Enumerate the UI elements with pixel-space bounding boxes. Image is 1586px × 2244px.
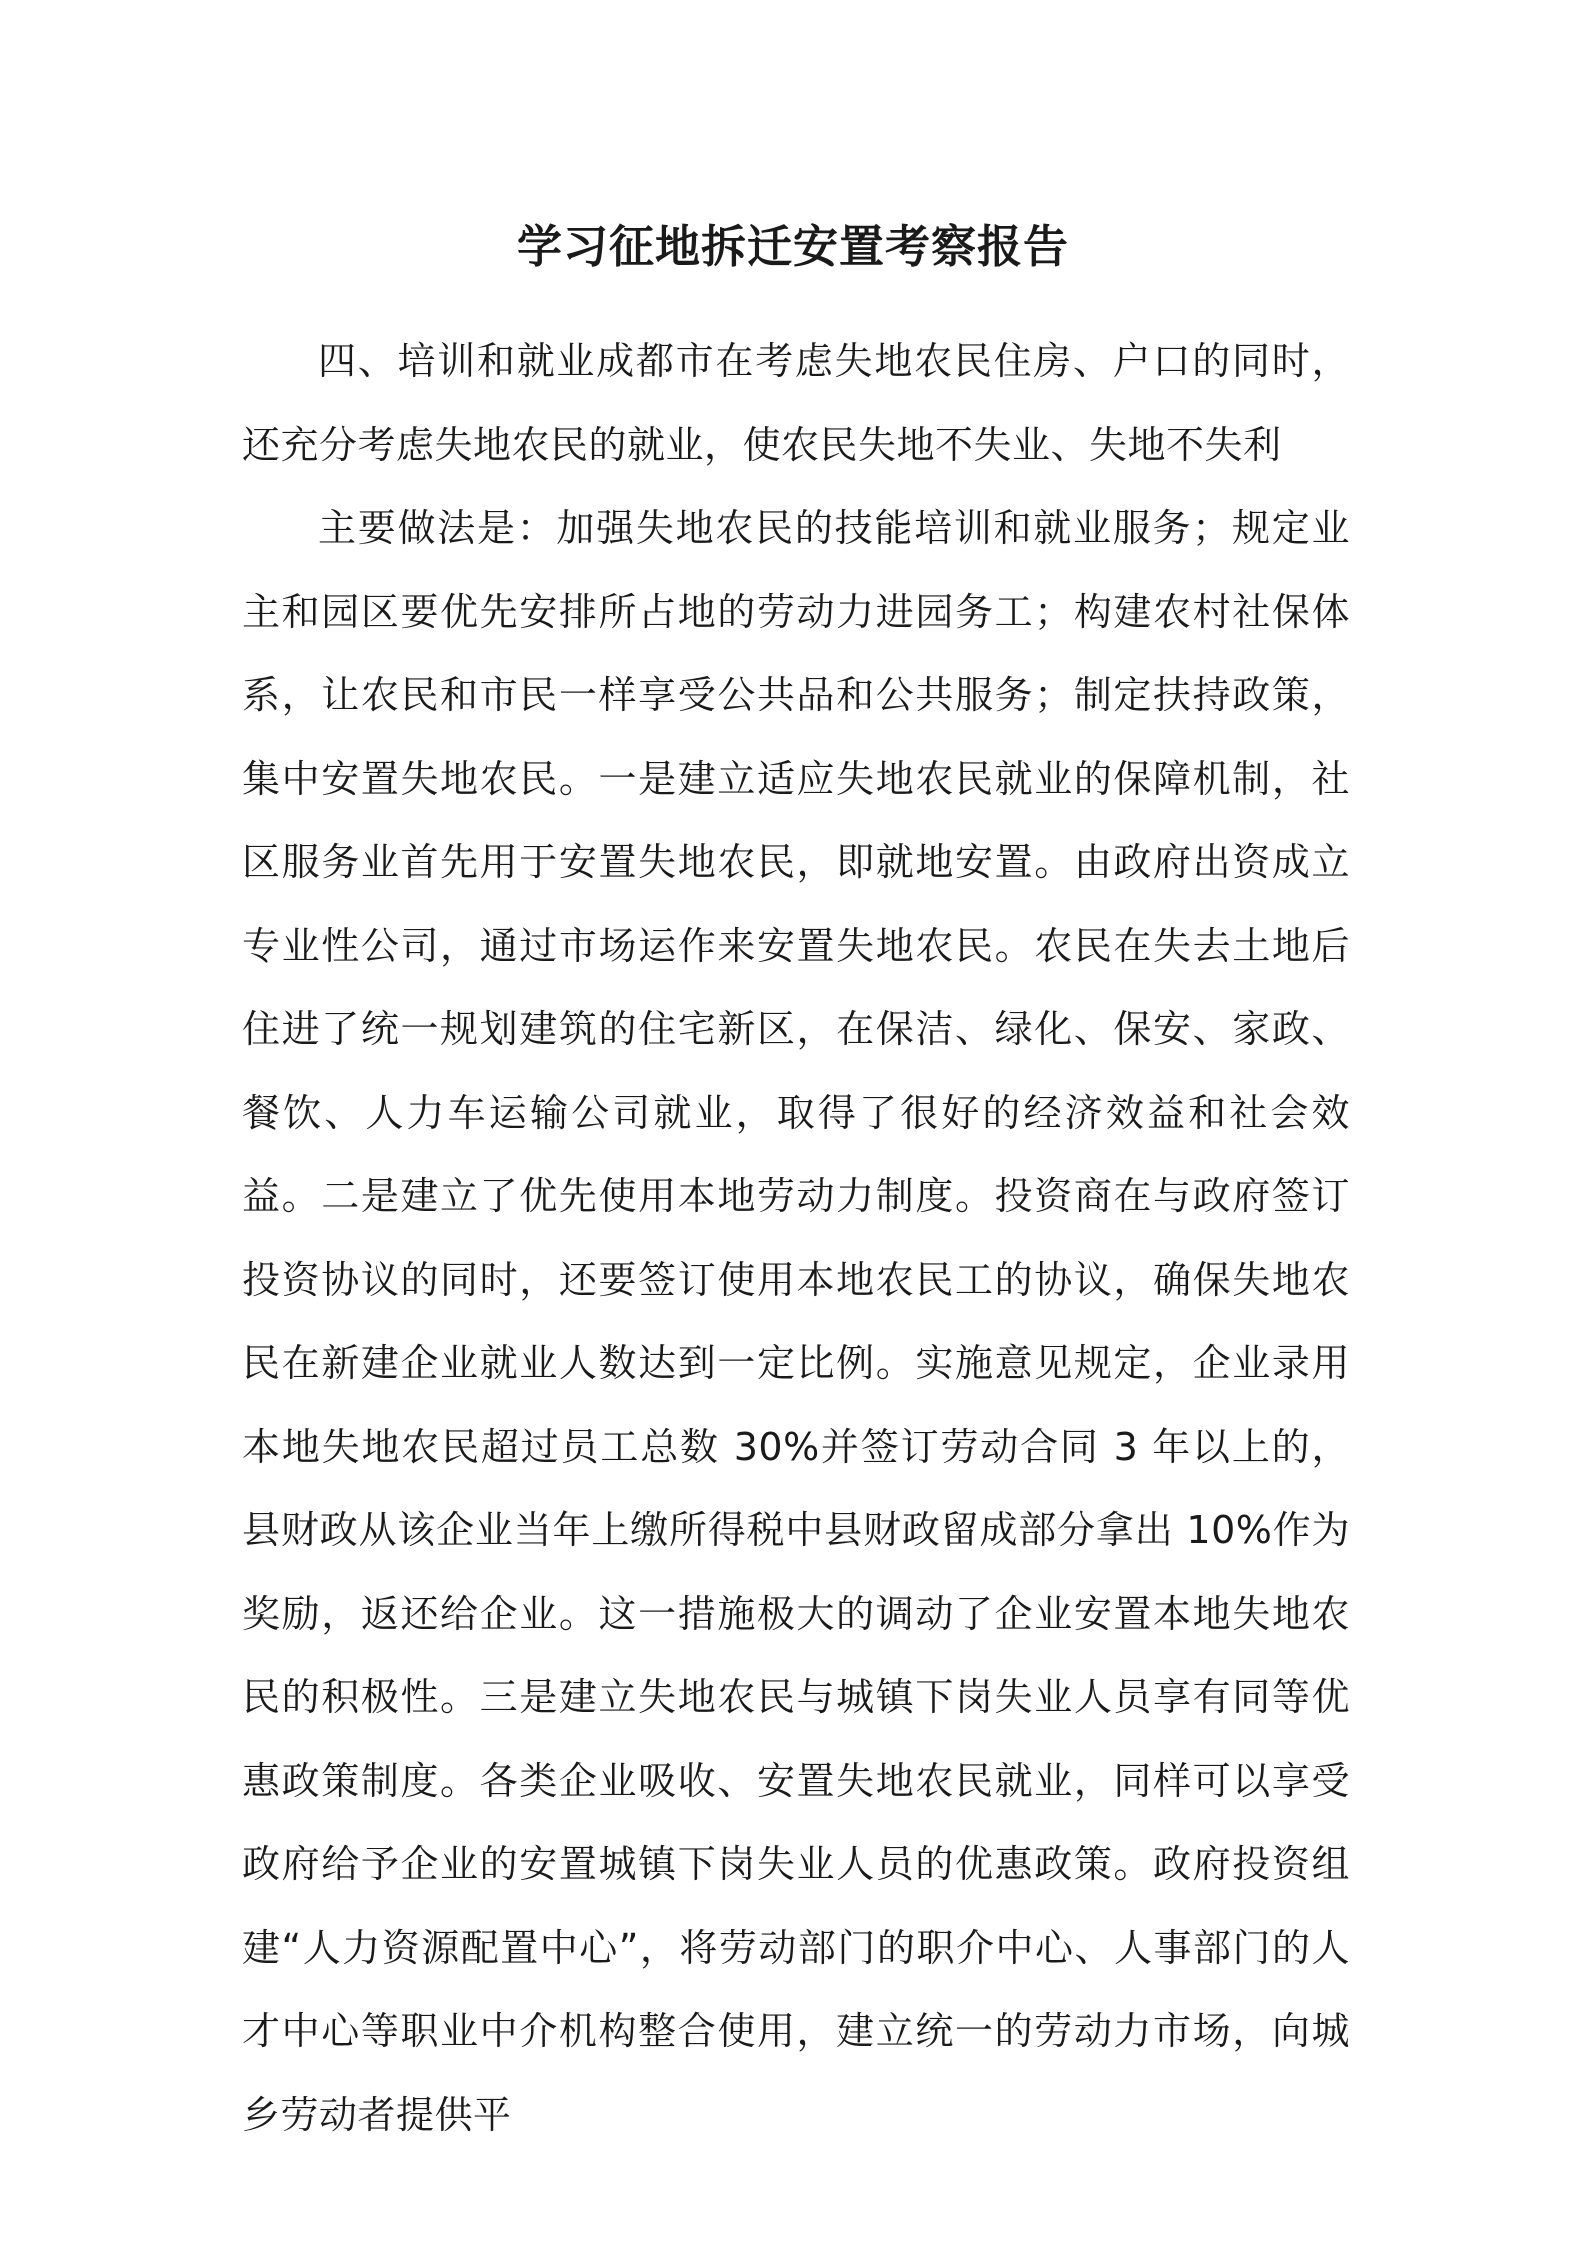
- paragraph-training-employment: 四、培训和就业成都市在考虑失地农民住房、户口的同时，还充分考虑失地农民的就业，使农民失地不失业、失地不失利: [242, 339, 1350, 467]
- document-title: 学习征地拆迁安置考察报告: [516, 220, 1069, 273]
- paragraph-main-measures: 主要做法是：加强失地农民的技能培训和就业服务；规定业主和园区要优先安排所占地的劳动力进园务工；构建农村社保体系，让农民和市民一样享受公共品和公共服务；制定扶持政策，集中安置失地农民。一是建立适应失地农民就业的保障机制，社区服务业首先用于安置失地农民，即就地安置。由政府出资成立专业性公司，通过市场运作来安置失地农民。农民在失去土地后住进了统一规划建筑的住宅新区，在保洁、绿化、保安、家政、餐饮、人力车运输公司就业，取得了很好的经济效益和社会效益。二是建立了优先使用本地劳动力制度。投资商在与政府签订投资协议的同时，还要签订使用本地农民工的协议，确保失地农民在新建企业就业人数达到一定比例。实施意见规定，企业录用本地失地农民超过员工总数 30%并签订劳动合同 3 年以上的，县财政从该企业当年上缴所得税中县财政留成部分拿出 10%作为奖励，返还给企业。这一措施极大的调动了企业安置本地失地农民的积极性。三是建立失地农民与城镇下岗失业人员享有同等优惠政策制度。各类企业吸收、安置失地农民就业，同样可以享受政府给予企业的安置城镇下岗失业人员的优惠政策。政府投资组建“人力资源配置中心”，将劳动部门的职介中心、人事部门的人才中心等职业中介机构整合使用，建立统一的劳动力市场，向城乡劳动者提供平: [242, 506, 1350, 2137]
- document-body: [242, 320, 1350, 2157]
